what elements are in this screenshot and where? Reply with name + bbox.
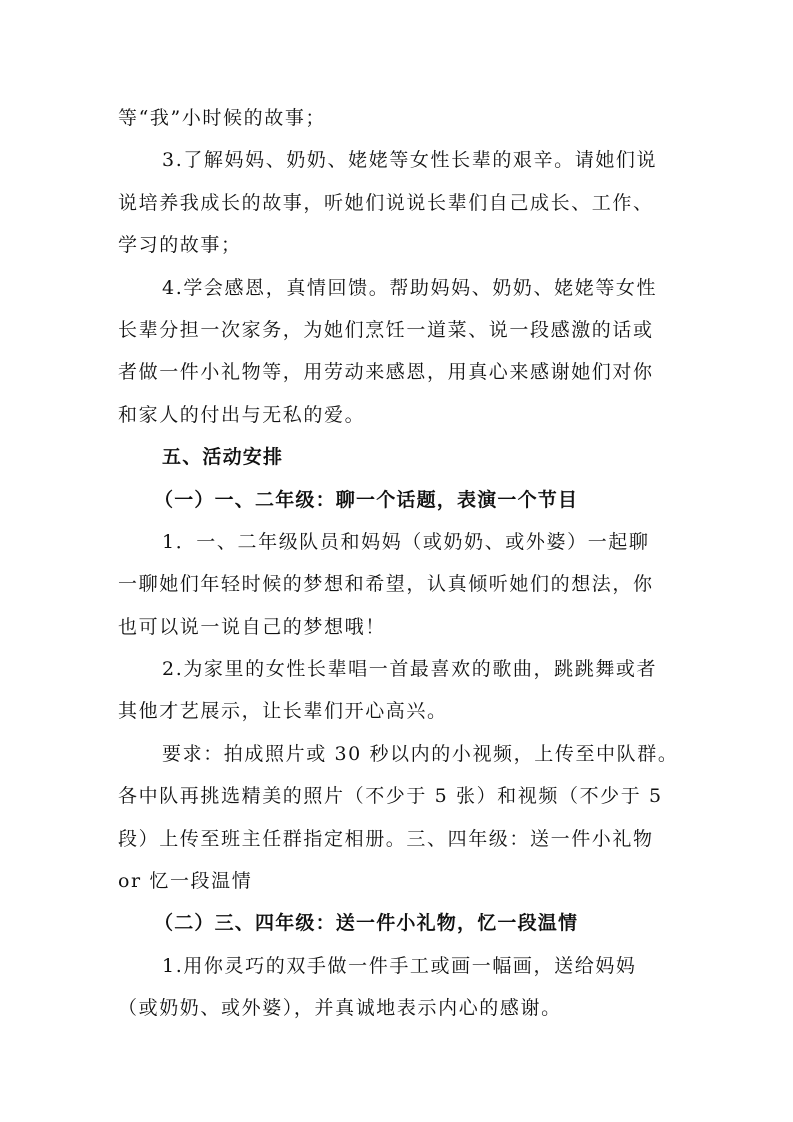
text-line: 和家人的付出与无私的爱。	[118, 403, 366, 426]
text-line: 一聊她们年轻时候的梦想和希望，认真倾听她们的想法，你	[118, 573, 654, 596]
text-line: 也可以说一说自己的梦想哦！	[118, 615, 386, 638]
section-heading: 五、活动安排	[162, 446, 284, 469]
text-line: 等“我”小时候的故事；	[118, 107, 327, 129]
text-line: 学习的故事；	[118, 234, 242, 257]
text-line: 其他才艺展示，让长辈们开心高兴。	[118, 700, 448, 723]
text-line: 段）上传至班主任群指定相册。三、四年级：送一件小礼物	[118, 827, 654, 850]
text-line: 1．一、二年级队员和妈妈（或奶奶、或外婆）一起聊	[162, 530, 650, 553]
text-line: 3.了解妈妈、奶奶、姥姥等女性长辈的艰辛。请她们说	[162, 149, 658, 172]
text-line: 2.为家里的女性长辈唱一首最喜欢的歌曲，跳跳舞或者	[162, 658, 658, 681]
document-page	[118, 97, 679, 1030]
text-line: （或奶奶、或外婆），并真诚地表示内心的感谢。	[118, 997, 562, 1020]
subsection-heading: （一）一、二年级：聊一个话题，表演一个节目	[154, 488, 579, 511]
text-line: 要求：拍成照片或 30 秒以内的小视频，上传至中队群。	[162, 742, 679, 765]
text-line: or 忆一段温情	[118, 870, 253, 893]
text-line: 各中队再挑选精美的照片（不少于 5 张）和视频（不少于 5	[118, 785, 663, 808]
text-line: 长辈分担一次家务，为她们烹饪一道菜、说一段感激的话或	[118, 318, 654, 341]
text-line: 说培养我成长的故事，听她们说说长辈们自己成长、工作、	[118, 191, 654, 214]
text-line: 1.用你灵巧的双手做一件手工或画一幅画，送给妈妈	[162, 954, 637, 977]
text-line: 者做一件小礼物等，用劳动来感恩，用真心来感谢她们对你	[118, 361, 654, 384]
subsection-heading: （二）三、四年级：送一件小礼物，忆一段温情	[154, 912, 579, 935]
text-line: 4.学会感恩，真情回馈。帮助妈妈、奶奶、姥姥等女性	[162, 276, 658, 299]
